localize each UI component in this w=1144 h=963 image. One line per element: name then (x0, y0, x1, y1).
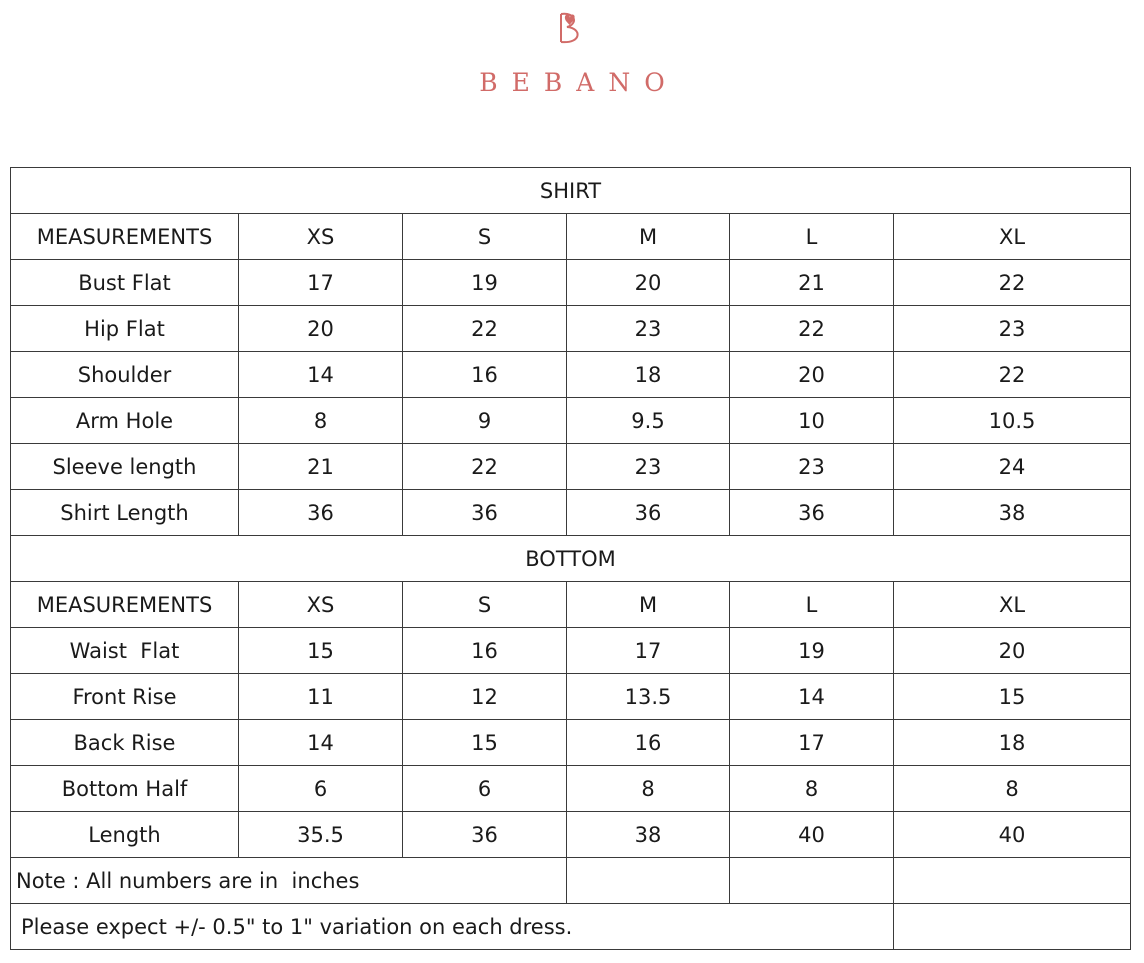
table-cell: 22 (403, 306, 567, 352)
column-header: M (567, 582, 730, 628)
table-cell: 16 (403, 628, 567, 674)
table-row (11, 812, 1131, 858)
table-row (11, 628, 1131, 674)
table-cell: 23 (894, 306, 1131, 352)
table-cell: 36 (403, 812, 567, 858)
table-cell: 23 (730, 444, 894, 490)
table-cell: 15 (239, 628, 403, 674)
bebano-monogram-icon (552, 4, 586, 50)
table-cell: 8 (239, 398, 403, 444)
column-header: XL (894, 214, 1131, 260)
note-row (11, 904, 1131, 950)
table-cell: 17 (239, 260, 403, 306)
table-cell: 23 (567, 306, 730, 352)
column-header: XL (894, 582, 1131, 628)
table-cell: 13.5 (567, 674, 730, 720)
table-cell: 10.5 (894, 398, 1131, 444)
table-cell: 17 (567, 628, 730, 674)
table-cell: 20 (894, 628, 1131, 674)
empty-cell (730, 858, 894, 904)
column-header: L (730, 214, 894, 260)
column-header: MEASUREMENTS (11, 582, 239, 628)
table-cell: 14 (730, 674, 894, 720)
column-header: S (403, 582, 567, 628)
bottom-section-row (11, 536, 1131, 582)
table-row (11, 674, 1131, 720)
size-chart-table (10, 167, 1131, 950)
table-cell: 8 (894, 766, 1131, 812)
table-row (11, 306, 1131, 352)
table-cell: 22 (403, 444, 567, 490)
table-cell: 9 (403, 398, 567, 444)
table-cell: 16 (567, 720, 730, 766)
table-cell: 6 (239, 766, 403, 812)
measurement-label: Bottom Half (11, 766, 239, 812)
table-cell: 24 (894, 444, 1131, 490)
bottom-header-row (11, 582, 1131, 628)
table-cell: 16 (403, 352, 567, 398)
table-cell: 14 (239, 352, 403, 398)
table-cell: 20 (730, 352, 894, 398)
table-cell: 11 (239, 674, 403, 720)
table-cell: 35.5 (239, 812, 403, 858)
table-row (11, 720, 1131, 766)
units-note: Note : All numbers are in inches (11, 858, 567, 904)
measurement-label: Shoulder (11, 352, 239, 398)
table-row (11, 398, 1131, 444)
table-cell: 36 (730, 490, 894, 536)
empty-cell (894, 858, 1131, 904)
measurement-label: Waist Flat (11, 628, 239, 674)
table-cell: 38 (894, 490, 1131, 536)
table-row (11, 490, 1131, 536)
table-cell: 40 (894, 812, 1131, 858)
table-cell: 20 (567, 260, 730, 306)
brand-name: BEBANO (479, 68, 679, 97)
table-cell: 9.5 (567, 398, 730, 444)
empty-cell (567, 858, 730, 904)
table-cell: 19 (403, 260, 567, 306)
measurement-label: Hip Flat (11, 306, 239, 352)
table-cell: 12 (403, 674, 567, 720)
measurement-label: Shirt Length (11, 490, 239, 536)
table-cell: 15 (894, 674, 1131, 720)
table-cell: 8 (567, 766, 730, 812)
column-header: M (567, 214, 730, 260)
brand-header (0, 0, 1144, 130)
measurement-label: Sleeve length (11, 444, 239, 490)
table-cell: 22 (894, 260, 1131, 306)
note-row (11, 858, 1131, 904)
table-cell: 8 (730, 766, 894, 812)
table-cell: 15 (403, 720, 567, 766)
shirt-section-row (11, 168, 1131, 214)
shirt-section-title: SHIRT (11, 168, 1131, 214)
table-cell: 10 (730, 398, 894, 444)
column-header: L (730, 582, 894, 628)
table-cell: 18 (894, 720, 1131, 766)
measurement-label: Bust Flat (11, 260, 239, 306)
column-header: XS (239, 214, 403, 260)
measurement-label: Back Rise (11, 720, 239, 766)
variation-note: Please expect +/- 0.5" to 1" variation on each dress. (11, 904, 894, 950)
table-cell: 38 (567, 812, 730, 858)
table-cell: 22 (894, 352, 1131, 398)
measurement-label: Length (11, 812, 239, 858)
table-row (11, 352, 1131, 398)
table-cell: 18 (567, 352, 730, 398)
table-cell: 19 (730, 628, 894, 674)
table-cell: 36 (567, 490, 730, 536)
bottom-section-title: BOTTOM (11, 536, 1131, 582)
table-cell: 36 (403, 490, 567, 536)
table-cell: 36 (239, 490, 403, 536)
table-cell: 6 (403, 766, 567, 812)
table-cell: 21 (239, 444, 403, 490)
table-cell: 20 (239, 306, 403, 352)
table-row (11, 766, 1131, 812)
table-cell: 40 (730, 812, 894, 858)
measurement-label: Front Rise (11, 674, 239, 720)
table-row (11, 444, 1131, 490)
shirt-header-row (11, 214, 1131, 260)
table-cell: 23 (567, 444, 730, 490)
column-header: MEASUREMENTS (11, 214, 239, 260)
table-cell: 22 (730, 306, 894, 352)
table-cell: 17 (730, 720, 894, 766)
table-cell: 14 (239, 720, 403, 766)
empty-cell (894, 904, 1131, 950)
table-cell: 21 (730, 260, 894, 306)
measurement-label: Arm Hole (11, 398, 239, 444)
table-row (11, 260, 1131, 306)
column-header: XS (239, 582, 403, 628)
column-header: S (403, 214, 567, 260)
